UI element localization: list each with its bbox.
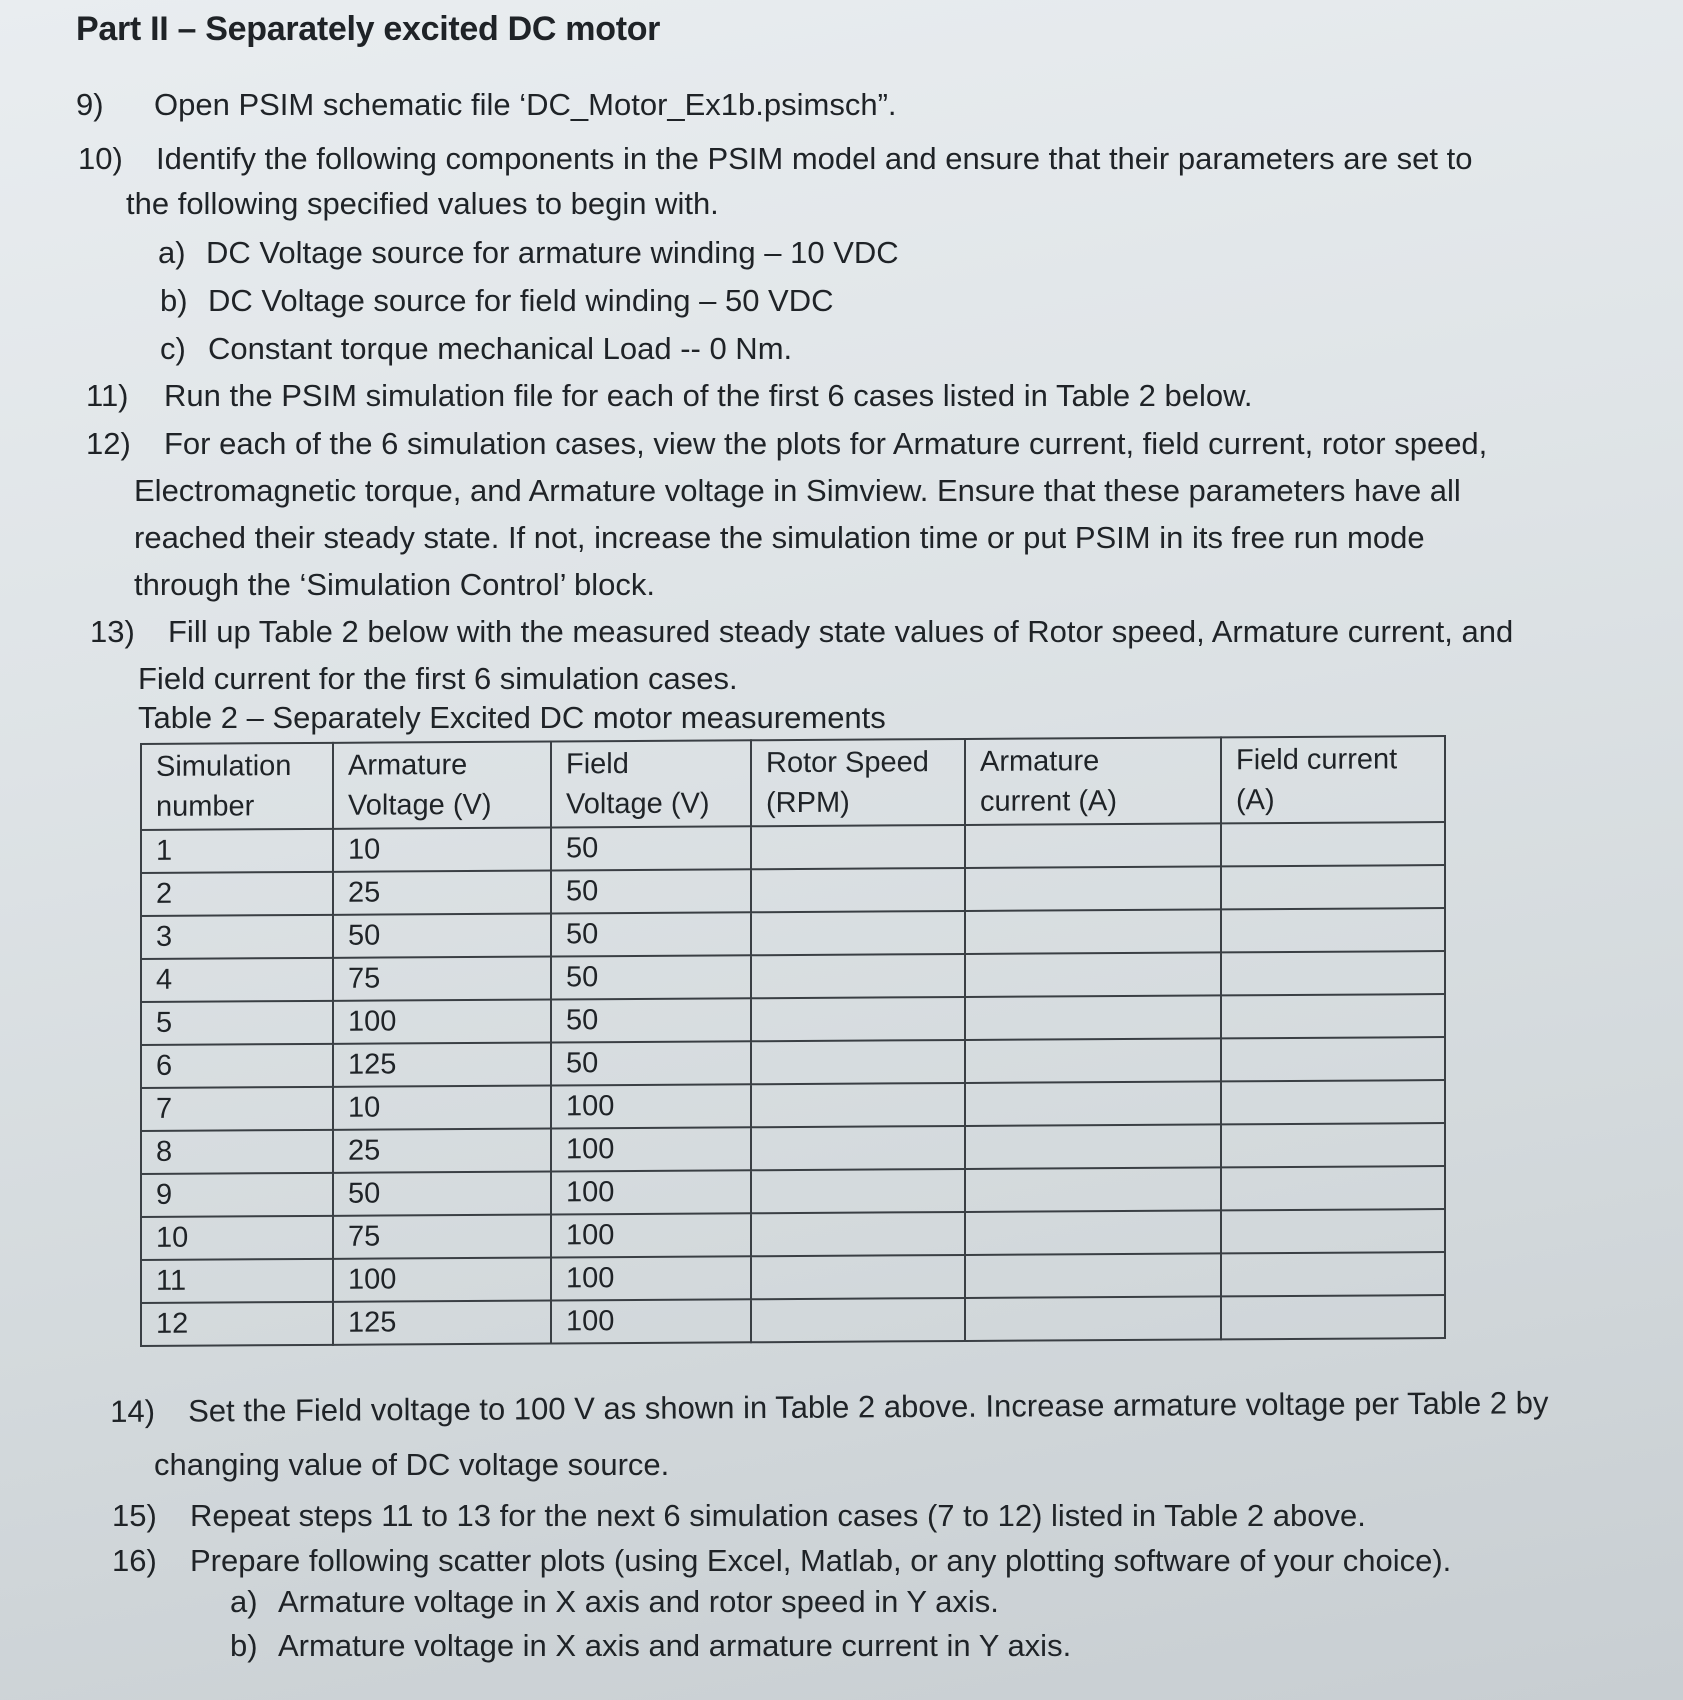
table-cell: 75: [333, 1214, 551, 1258]
table-cell: [965, 866, 1221, 911]
table-cell: [751, 1083, 965, 1127]
step-15: [112, 1492, 1366, 1539]
item-letter: b): [230, 1628, 258, 1663]
table-header-row: [141, 736, 1445, 830]
step-10: [78, 135, 1473, 182]
step-10-item-c: [160, 325, 792, 372]
table-cell: 50: [551, 869, 751, 913]
table-cell: 100: [333, 999, 551, 1043]
step-number: 13): [90, 614, 135, 649]
step-12-continuation-1: Electromagnetic torque, and Armature voltage in Simview. Ensure that these parameters have all: [134, 473, 1461, 508]
table-cell: [751, 997, 965, 1041]
step-text: Fill up Table 2 below with the measured steady state values of Rotor speed, Armature current, and: [168, 614, 1514, 649]
table-cell: 8: [141, 1130, 333, 1174]
step-text: Set the Field voltage to 100 V as shown in Table 2 above. Increase armature voltage per Table 2 by: [188, 1385, 1549, 1429]
table-cell: 25: [333, 1128, 551, 1172]
table-body: [141, 822, 1445, 1346]
table-cell: [1221, 1123, 1445, 1167]
item-letter: a): [158, 235, 186, 270]
step-number: 9): [76, 87, 104, 122]
step-12-continuation-3: through the ‘Simulation Control’ block.: [134, 567, 655, 602]
step-16: [112, 1537, 1451, 1584]
table-cell: [1221, 908, 1445, 952]
step-16-item-a: [230, 1578, 999, 1625]
table-cell: [965, 1210, 1221, 1255]
table-cell: 100: [551, 1256, 751, 1300]
table-cell: 10: [333, 1085, 551, 1129]
step-9: [76, 81, 897, 128]
step-12: [86, 420, 1487, 467]
table-cell: [965, 1038, 1221, 1083]
table-cell: 12: [141, 1302, 333, 1346]
table-cell: [751, 1126, 965, 1170]
table-cell: 1: [141, 829, 333, 873]
table-cell: [751, 868, 965, 912]
table-cell: 125: [333, 1300, 551, 1344]
step-14-continuation: changing value of DC voltage source.: [154, 1447, 670, 1482]
table-cell: 7: [141, 1087, 333, 1131]
table-cell: [1221, 1166, 1445, 1210]
table-cell: [751, 911, 965, 955]
step-12-continuation-2: reached their steady state. If not, increase the simulation time or put PSIM in its free run mode: [134, 520, 1425, 555]
header-armature-current: Armature current (A): [965, 737, 1221, 825]
table-cell: [1221, 865, 1445, 909]
item-text: Constant torque mechanical Load -- 0 Nm.: [208, 331, 793, 366]
step-text: Run the PSIM simulation file for each of the first 6 cases listed in Table 2 below.: [164, 378, 1253, 413]
table-cell: [965, 995, 1221, 1040]
table-cell: 3: [141, 915, 333, 959]
header-armature-voltage: Armature Voltage (V): [333, 741, 551, 828]
table-cell: [1221, 1080, 1445, 1124]
item-letter: a): [230, 1584, 258, 1619]
table-cell: 6: [141, 1044, 333, 1088]
table-cell: [751, 954, 965, 998]
table-cell: [965, 1253, 1221, 1298]
table-cell: [1221, 1295, 1445, 1339]
table-cell: [965, 1124, 1221, 1169]
table-cell: 10: [333, 827, 551, 871]
step-number: 15): [112, 1498, 157, 1533]
table-cell: [751, 825, 965, 869]
item-letter: b): [160, 283, 188, 318]
step-10-item-a: [158, 229, 899, 276]
table-cell: [965, 1081, 1221, 1126]
header-field-voltage: Field Voltage (V): [551, 740, 751, 827]
table-cell: 100: [333, 1257, 551, 1301]
table-cell: 2: [141, 872, 333, 916]
table-cell: 25: [333, 870, 551, 914]
step-number: 12): [86, 426, 131, 461]
table-cell: 50: [333, 1171, 551, 1215]
header-field-current: Field current (A): [1221, 736, 1445, 823]
table-cell: 50: [333, 913, 551, 957]
section-heading: Part II – Separately excited DC motor: [76, 10, 661, 48]
table-cell: 50: [551, 826, 751, 870]
table-cell: 50: [551, 955, 751, 999]
step-text: Repeat steps 11 to 13 for the next 6 simulation cases (7 to 12) listed in Table 2 above.: [190, 1498, 1366, 1533]
step-number: 14): [110, 1393, 156, 1429]
step-text: Identify the following components in the PSIM model and ensure that their parameters are set to: [156, 141, 1473, 176]
table-cell: 100: [551, 1084, 751, 1128]
table-cell: [1221, 822, 1445, 866]
table-cell: 100: [551, 1170, 751, 1214]
item-text: DC Voltage source for armature winding – 10 VDC: [206, 235, 899, 270]
table-cell: 125: [333, 1042, 551, 1086]
table-cell: 50: [551, 998, 751, 1042]
step-11: [86, 372, 1252, 419]
step-16-item-b: [230, 1622, 1071, 1669]
table-cell: [1221, 1252, 1445, 1296]
item-text: Armature voltage in X axis and rotor speed in Y axis.: [278, 1584, 999, 1619]
item-text: Armature voltage in X axis and armature current in Y axis.: [278, 1628, 1072, 1663]
table-cell: [965, 1167, 1221, 1212]
table-cell: [1221, 1037, 1445, 1081]
step-14: [110, 1379, 1549, 1435]
step-text: Open PSIM schematic file ‘DC_Motor_Ex1b.psimsch”.: [154, 87, 897, 122]
table-cell: [965, 1296, 1221, 1341]
table-cell: 100: [551, 1213, 751, 1257]
table-cell: [1221, 994, 1445, 1038]
table-cell: [965, 823, 1221, 868]
table-cell: [1221, 951, 1445, 995]
step-number: 10): [78, 141, 123, 176]
table-cell: [751, 1298, 965, 1342]
step-10-continuation: the following specified values to begin with.: [126, 186, 719, 221]
item-letter: c): [160, 331, 186, 366]
table-cell: 11: [141, 1259, 333, 1303]
table-cell: [751, 1212, 965, 1256]
table-cell: 50: [551, 912, 751, 956]
step-text: For each of the 6 simulation cases, view the plots for Armature current, field current, rotor speed,: [164, 426, 1488, 461]
table-cell: 9: [141, 1173, 333, 1217]
table-cell: 75: [333, 956, 551, 1000]
table-cell: [965, 952, 1221, 997]
item-text: DC Voltage source for field winding – 50 VDC: [208, 283, 834, 318]
table-cell: [1221, 1209, 1445, 1253]
table-cell: [965, 909, 1221, 954]
step-13-continuation: Field current for the first 6 simulation cases.: [138, 661, 738, 696]
table-row: [141, 1295, 1445, 1346]
table-cell: [751, 1169, 965, 1213]
table-cell: 50: [551, 1041, 751, 1085]
table-cell: [751, 1040, 965, 1084]
table-cell: 4: [141, 958, 333, 1002]
step-number: 11): [86, 378, 129, 413]
header-rotor-speed: Rotor Speed (RPM): [751, 739, 965, 826]
table-cell: 5: [141, 1001, 333, 1045]
step-13: [90, 608, 1513, 655]
step-text: Prepare following scatter plots (using Excel, Matlab, or any plotting software of your choice).: [190, 1543, 1452, 1578]
measurement-table: [140, 735, 1446, 1347]
step-10-item-b: [160, 277, 834, 324]
step-number: 16): [112, 1543, 157, 1578]
header-simulation-number: Simulation number: [141, 743, 333, 830]
table-caption: Table 2 – Separately Excited DC motor measurements: [138, 700, 886, 735]
table-cell: 10: [141, 1216, 333, 1260]
table-cell: 100: [551, 1299, 751, 1343]
table-cell: 100: [551, 1127, 751, 1171]
table-cell: [751, 1255, 965, 1299]
